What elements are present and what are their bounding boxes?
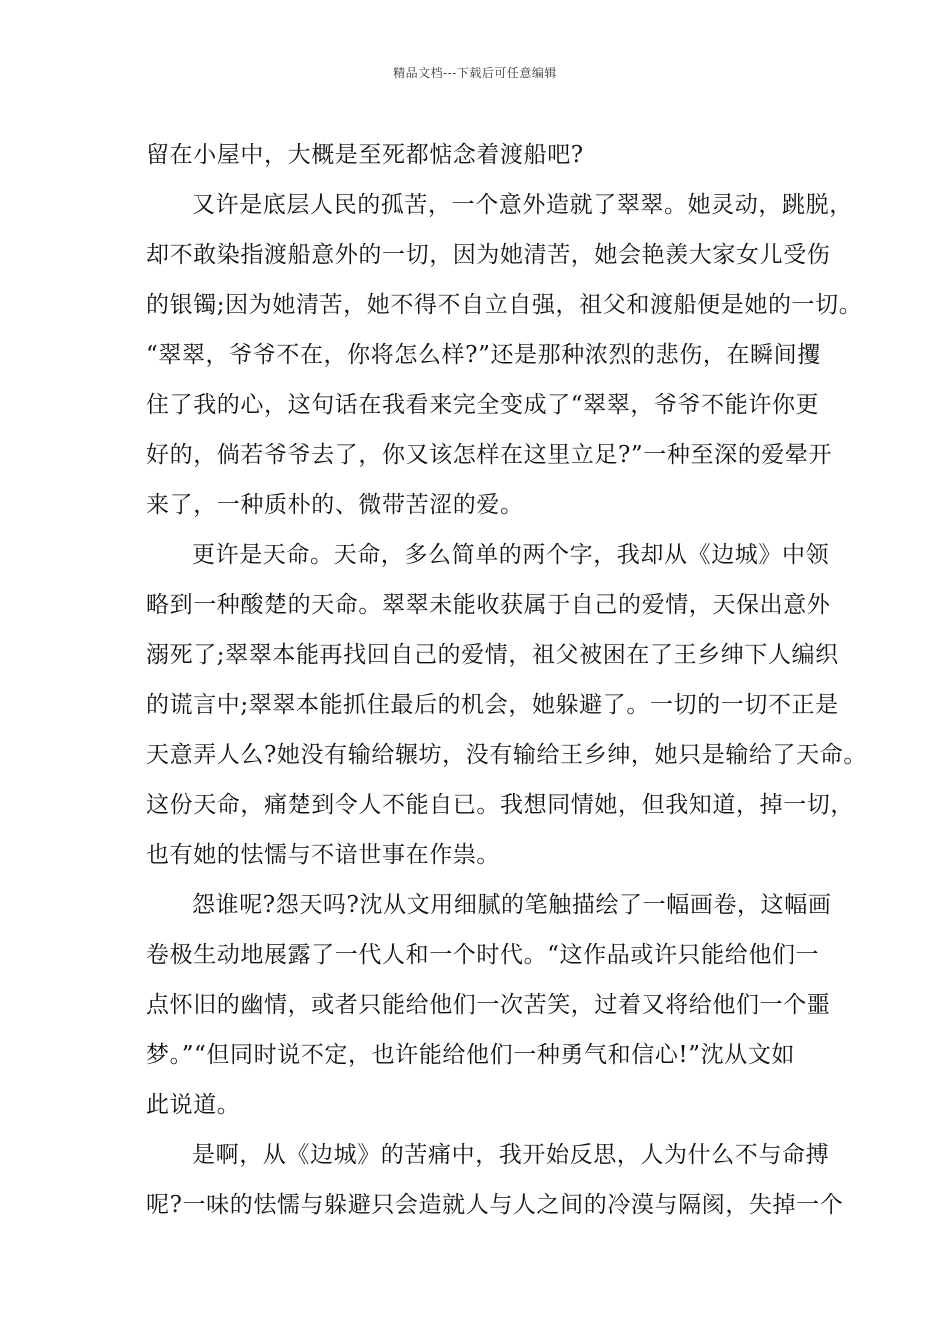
paragraph-start-line: 是啊，从《边城》的苦痛中，我开始反思，人为什么不与命搏 [192, 1142, 830, 1168]
page-header: 精品文档---下载后可任意编辑 [393, 66, 557, 80]
text-line: 的谎言中;翠翠本能抓住最后的机会，她躲避了。一切的一切不正是 [146, 692, 839, 718]
text-line: 略到一种酸楚的天命。翠翠未能收获属于自己的爱情，天保出意外 [146, 592, 831, 618]
text-line: 天意弄人么?她没有输给辗坊，没有输给王乡绅，她只是输给了天命。 [146, 742, 867, 768]
text-line: 这份天命，痛楚到令人不能自已。我想同情她，但我知道，掉一切， [146, 792, 854, 818]
text-line: 点怀旧的幽情，或者只能给他们一次苦笑，过着又将给他们一个噩 [146, 992, 831, 1018]
text-line: 此说道。 [146, 1092, 241, 1118]
text-line: 来了，一种质朴的、微带苦涩的爱。 [146, 492, 524, 518]
text-line: “翠翠，爷爷不在，你将怎么样?”还是那种浓烈的悲伤，在瞬间攫 [146, 342, 821, 368]
document-body [146, 130, 867, 1230]
text-line: 却不敢染指渡船意外的一切，因为她清苦，她会艳羡大家女儿受伤 [146, 242, 831, 268]
text-line: 呢?一味的怯懦与躲避只会造就人与人之间的冷漠与隔阂，失掉一个 [146, 1192, 844, 1218]
paragraph-start-line: 怨谁呢?怨天吗?沈从文用细腻的笔触描绘了一幅画卷，这幅画 [192, 892, 832, 918]
paragraph-start-line: 又许是底层人民的孤苦，一个意外造就了翠翠。她灵动，跳脱， [192, 192, 853, 218]
text-line: 卷极生动地展露了一代人和一个时代。“这作品或许只能给他们一 [146, 942, 820, 968]
paragraph-start-line: 更许是天命。天命，多么简单的两个字，我却从《边城》中领 [192, 542, 830, 568]
text-line: 留在小屋中，大概是至死都惦念着渡船吧? [146, 142, 584, 168]
text-line: 也有她的怯懦与不谙世事在作祟。 [146, 842, 500, 868]
text-line: 梦。”“但同时说不定，也许能给他们一种勇气和信心!”沈从文如 [146, 1042, 796, 1068]
text-line: 好的，倘若爷爷去了，你又该怎样在这里立足?”一种至深的爱晕开 [146, 442, 833, 468]
text-line: 住了我的心，这句话在我看来完全变成了“翠翠，爷爷不能许你更 [146, 392, 820, 418]
text-line: 的银镯;因为她清苦，她不得不自立自强，祖父和渡船便是她的一切。 [146, 292, 863, 318]
text-line: 溺死了;翠翠本能再找回自己的爱情，祖父被困在了王乡绅下人编织 [146, 642, 839, 668]
